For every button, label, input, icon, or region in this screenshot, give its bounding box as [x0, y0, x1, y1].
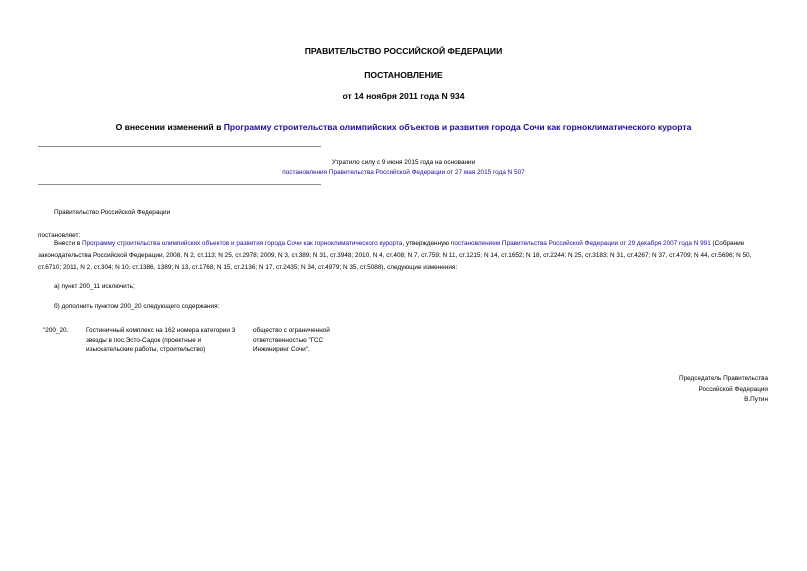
status-repeal-link[interactable]: постановления Правительства Российской Федерации от 27 мая 2015 года N 507 — [282, 169, 525, 176]
paragraph-citations: (Собрание законодательства Российской Федерации, 2008, N 2, ст.113; N 25, ст.2978; 2009, N 3, ст.389; N 31, ст.3948; 2010, N 4, ст.408; N 7, ст.759; N 11, ст.1215; N 14, ст.1652; N 18, ст.2244; N 25, ст.3183; N 31, ст.4267; N 37, ст.4709; N 44, ст.5696; N 50, ст.6710; 2011, N 2, ст.304; N 10, ст.1386, 1389; N 13, ст.1768; N 15, ст.2136; N 17, ст.2435; N 34, ст.4979; N 35, ст.5088), следующие изменения: — [38, 240, 752, 271]
paragraph-mid: , утвержденную — [402, 240, 451, 247]
item-a: а) пункт 200_11 исключить; — [54, 283, 135, 290]
status-line: Утратило силу с 9 июня 2015 года на основании — [331, 159, 476, 166]
paragraph-program-link[interactable]: Программу строительства олимпийских объектов и развития города Сочи как горноклиматического курорта — [81, 240, 403, 247]
signature-country: Российской Федерации — [698, 385, 768, 393]
paragraph-prefix: Внести в — [54, 240, 82, 247]
divider-bottom — [38, 184, 321, 185]
table-cell-object: Гостиничный комплекс на 162 номера категории 3 звезды в пос.Эсто-Садок (проектные и изыскательские работы, строительство) — [86, 327, 236, 354]
amendment-paragraph — [38, 238, 770, 273]
divider-top — [38, 146, 321, 147]
title-prefix: О внесении изменений в — [115, 122, 224, 132]
table-cell-number: "200_20. — [43, 327, 69, 334]
item-b: б) дополнить пунктом 200_20 следующего содержания: — [54, 303, 220, 310]
government-heading: ПРАВИТЕЛЬСТВО РОССИЙСКОЙ ФЕДЕРАЦИИ — [304, 46, 503, 56]
table-cell-owner: общество с ограниченной ответственностью "ГСС Инжиниринг Сочи". — [253, 327, 330, 354]
intro-resolves: постановляет: — [38, 232, 81, 239]
signature-position: Председатель Правительства — [679, 375, 768, 382]
document-title — [0, 122, 807, 132]
signature-name: В.Путин — [744, 396, 768, 404]
intro-government: Правительство Российской Федерации — [54, 209, 171, 216]
signature-block — [679, 374, 768, 406]
title-program-link[interactable]: Программу строительства олимпийских объектов и развития города Сочи как горноклиматического курорта — [223, 122, 692, 132]
document-type-heading: ПОСТАНОВЛЕНИЕ — [364, 70, 443, 80]
document-date-number: от 14 ноября 2011 года N 934 — [342, 91, 465, 101]
paragraph-resolution-link[interactable]: постановлением Правительства Российской Федерации от 29 декабря 2007 года N 991 — [450, 240, 711, 247]
